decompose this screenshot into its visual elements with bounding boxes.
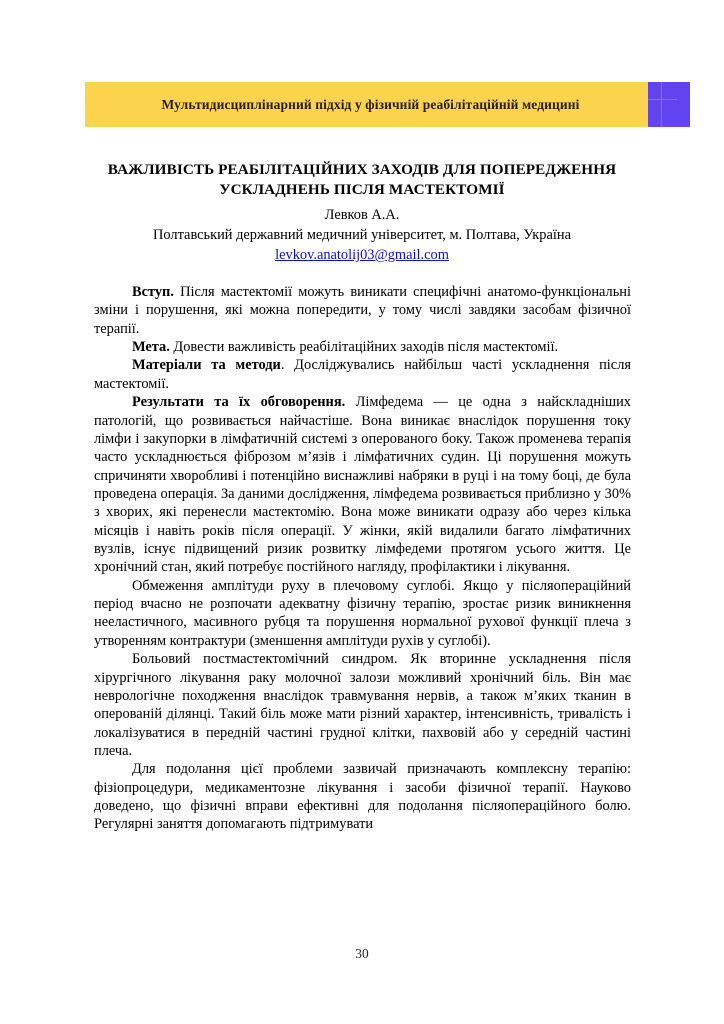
article-title: ВАЖЛИВІСТЬ РЕАБІЛІТАЦІЙНИХ ЗАХОДІВ ДЛЯ ПОПЕРЕДЖЕННЯ УСКЛАДНЕНЬ ПІСЛЯ МАСТЕКТОМІЇ: [107, 161, 617, 199]
paragraph-text: Для подолання цієї проблеми зазвичай призначають комплексну терапію: фізіопроцедури, медикаментозне лікування і засоби фізичної терапії. Науково доведено, що фізичні вправи ефективні для подолання післяопераційного болю. Регулярні заняття допомагають підтримувати: [94, 761, 631, 833]
header-accent-divider-vertical: [661, 82, 662, 127]
body-paragraph: [94, 650, 631, 760]
body-paragraph: [94, 338, 631, 356]
running-header-title: Мультидисциплінарний підхід у фізичній реабілітаційній медицині: [161, 96, 580, 112]
header-accent-block: [648, 82, 690, 127]
body-paragraph: [94, 283, 631, 338]
author-name: Левков А.А.: [324, 207, 400, 223]
paragraph-lead-in: Матеріали та методи: [132, 357, 281, 374]
paragraph-text: . Досліджувались найбільш часті ускладнення після мастектомії.: [94, 357, 631, 392]
author-affiliation: Полтавський державний медичний університет, м. Полтава, Україна: [153, 226, 571, 243]
body-paragraph: [94, 393, 631, 577]
paragraph-lead-in: Результати та їх обговорення.: [132, 394, 346, 411]
running-header-fill: [85, 82, 648, 127]
paragraph-text: Больовий постмастектомічний синдром. Як вторинне ускладнення після хірургічного лікування раку молочної залози можливий хронічний біль. Він має неврологічне походження внаслідок травмування нервів, а також м’яких тканин в оперованій ділянці. Такий біль може мати різний характер, інтенсивність, тривалість і локалізуватися в передній частині грудної клітки, пахвовій або у середній частині плеча.: [94, 651, 631, 759]
page-number: 30: [355, 946, 369, 961]
paragraph-text: Лімфедема — це одна з найскладніших патологій, що розвивається найчастіше. Вона виникає внаслідок порушення току лімфи і закупорки в лімфатичній системі з оперованого боку. Також променева терапія часто ускладнюється фіброзом м’язів і лімфатичних судин. Ці порушення можуть спричиняти хворобливі і потенційно виснажливі набряки в руці і на тому боці, де була проведена операція. За даними дослідження, лімфедема розвивається приблизно у 30% з хворих, які перенесли мастектомію. Вона може виникати одразу або через кілька місяців і навіть років після операції. У жінки, якій видалили багато лімфатичних вузлів, існує підвищений ризик розвитку лімфедеми протягом усього життя. Це хронічний стан, який потребує постійного нагляду, профілактики і лікування.: [94, 394, 631, 576]
header-accent-divider-horizontal: [648, 99, 677, 100]
article-body: [94, 283, 631, 834]
paragraph-text: Обмеження амплітуди руху в плечовому суглобі. Якщо у післяопераційний період вчасно не розпочати адекватну фізичну терапію, зростає ризик виникнення нееластичного, масивного рубця та порушення нормальної рухової функції плеча з утворенням контрактури (зменшення амплітуди рухів у суглобі).: [94, 577, 631, 649]
paragraph-lead-in: Вступ.: [132, 284, 174, 300]
paragraph-lead-in: Мета.: [132, 339, 170, 356]
body-paragraph: [94, 577, 631, 650]
author-email-link[interactable]: levkov.anatolij03@gmail.com: [275, 247, 449, 264]
body-paragraph: [94, 760, 631, 833]
byline: [62, 206, 662, 266]
paragraph-text: Довести важливість реабілітаційних заходів після мастектомії.: [169, 339, 559, 356]
paragraph-text: Після мастектомії можуть виникати специфічні анатомо-функціональні зміни і порушення, які можна попередити, у тому числі завдяки засобам фізичної терапії.: [94, 284, 631, 337]
body-paragraph: [94, 356, 631, 393]
running-header-band: [85, 82, 690, 127]
